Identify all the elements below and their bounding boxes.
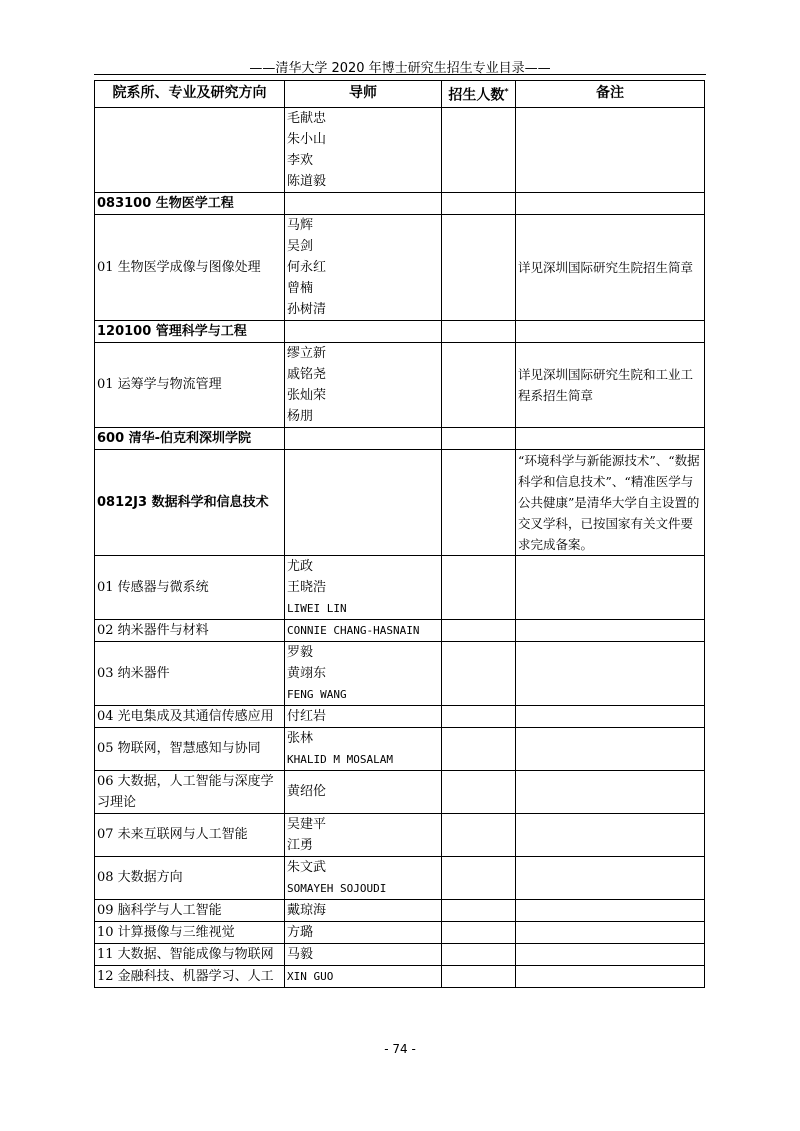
advisor-name: 黄翊东: [287, 665, 327, 681]
table-row: [95, 705, 705, 727]
count-cell: [442, 727, 516, 770]
direction-cell: 10 计算摄像与三维视觉: [95, 921, 285, 943]
table-row: [95, 921, 705, 943]
count-cell: [442, 856, 516, 899]
table-row: [95, 856, 705, 899]
direction-cell: 0812J3 数据科学和信息技术: [95, 449, 285, 555]
note-cell: [516, 899, 705, 921]
count-cell: [442, 705, 516, 727]
advisor-name: 张灿荣: [287, 387, 327, 403]
page-number: - 74 -: [384, 1042, 416, 1056]
count-cell: [442, 770, 516, 813]
advisor-name: LIWEI LIN: [287, 601, 347, 615]
note-cell: [516, 555, 705, 619]
table-row: [95, 214, 705, 320]
note-cell: 详见深圳国际研究生院招生简章: [516, 214, 705, 320]
advisor-name: 江勇: [287, 837, 314, 853]
advisor-cell: [285, 965, 442, 987]
advisor-cell: [285, 427, 442, 449]
count-cell: [442, 449, 516, 555]
column-header-advisor: 导师: [285, 81, 442, 108]
section-row: [95, 320, 705, 342]
column-header-direction: 院系所、专业及研究方向: [95, 81, 285, 108]
note-cell: [516, 727, 705, 770]
advisor-cell: [285, 214, 442, 320]
note-cell: [516, 943, 705, 965]
direction-cell: 120100 管理科学与工程: [95, 320, 285, 342]
table-row: [95, 727, 705, 770]
advisor-cell: [285, 813, 442, 856]
advisor-name: 马辉: [287, 217, 314, 233]
program-catalog-table: [94, 80, 705, 988]
advisor-name: CONNIE CHANG-HASNAIN: [287, 623, 420, 637]
advisor-cell: [285, 192, 442, 214]
note-cell: [516, 921, 705, 943]
advisor-name: 朱文武: [287, 859, 327, 875]
advisor-cell: [285, 727, 442, 770]
table-header-row: [95, 81, 705, 108]
direction-cell: 600 清华-伯克利深圳学院: [95, 427, 285, 449]
advisor-cell: [285, 449, 442, 555]
note-cell: [516, 192, 705, 214]
table-row: [95, 555, 705, 619]
direction-cell: 02 纳米器件与材料: [95, 619, 285, 641]
note-cell: “环境科学与新能源技术”、“数据科学和信息技术”、“精准医学与公共健康”是清华大学自主设置的交叉学科，已按国家有关文件要求完成备案。: [516, 449, 705, 555]
count-cell: [442, 342, 516, 427]
advisor-cell: [285, 899, 442, 921]
note-cell: [516, 427, 705, 449]
advisor-name: 朱小山: [287, 131, 327, 147]
table-row: [95, 107, 705, 192]
column-header-count: [442, 81, 516, 108]
note-cell: [516, 965, 705, 987]
section-row: [95, 427, 705, 449]
column-header-count-mark: *: [504, 87, 509, 96]
advisor-cell: [285, 320, 442, 342]
advisor-name: 戚铭尧: [287, 366, 327, 382]
column-header-count-label: 招生人数: [448, 87, 505, 104]
advisor-cell: [285, 856, 442, 899]
advisor-name: 曾楠: [287, 280, 314, 296]
table-row: [95, 641, 705, 705]
table-row: [95, 899, 705, 921]
note-cell: [516, 619, 705, 641]
note-cell: [516, 770, 705, 813]
count-cell: [442, 921, 516, 943]
note-cell: [516, 813, 705, 856]
advisor-cell: [285, 641, 442, 705]
advisor-name: 黄绍伦: [287, 784, 327, 800]
advisor-cell: [285, 770, 442, 813]
advisor-name: 张林: [287, 730, 314, 746]
count-cell: [442, 427, 516, 449]
direction-cell: 07 未来互联网与人工智能: [95, 813, 285, 856]
count-cell: [442, 555, 516, 619]
count-cell: [442, 813, 516, 856]
column-header-note: 备注: [516, 81, 705, 108]
advisor-name: 孙树清: [287, 301, 327, 317]
direction-cell: 04 光电集成及其通信传感应用: [95, 705, 285, 727]
direction-cell: 01 运筹学与物流管理: [95, 342, 285, 427]
advisor-name: 李欢: [287, 152, 314, 168]
direction-cell: 12 金融科技、机器学习、人工: [95, 965, 285, 987]
count-cell: [442, 899, 516, 921]
table-row: [95, 943, 705, 965]
note-cell: 详见深圳国际研究生院和工业工程系招生简章: [516, 342, 705, 427]
direction-cell: [95, 107, 285, 192]
document-header-title: ——清华大学 2020 年博士研究生招生专业目录——: [249, 61, 551, 76]
count-cell: [442, 619, 516, 641]
advisor-name: 缪立新: [287, 345, 327, 361]
count-cell: [442, 192, 516, 214]
advisor-name: 吴建平: [287, 816, 327, 832]
advisor-cell: [285, 619, 442, 641]
direction-cell: 11 大数据、智能成像与物联网: [95, 943, 285, 965]
count-cell: [442, 943, 516, 965]
note-cell: [516, 705, 705, 727]
direction-cell: 083100 生物医学工程: [95, 192, 285, 214]
advisor-name: FENG WANG: [287, 687, 347, 701]
direction-cell: 01 传感器与微系统: [95, 555, 285, 619]
table-row: [95, 770, 705, 813]
advisor-name: 马毅: [287, 946, 314, 962]
table-row: [95, 965, 705, 987]
note-cell: [516, 856, 705, 899]
advisor-cell: [285, 705, 442, 727]
table-row: [95, 619, 705, 641]
advisor-cell: [285, 342, 442, 427]
section-row: [95, 449, 705, 555]
direction-cell: 05 物联网，智慧感知与协同: [95, 727, 285, 770]
table-row: [95, 342, 705, 427]
count-cell: [442, 641, 516, 705]
count-cell: [442, 320, 516, 342]
advisor-name: 罗毅: [287, 644, 314, 660]
advisor-name: 毛献忠: [287, 110, 327, 126]
note-cell: [516, 641, 705, 705]
note-cell: [516, 107, 705, 192]
advisor-name: 方璐: [287, 924, 314, 940]
advisor-cell: [285, 555, 442, 619]
count-cell: [442, 965, 516, 987]
count-cell: [442, 214, 516, 320]
advisor-name: 陈道毅: [287, 173, 327, 189]
advisor-name: 吴剑: [287, 238, 314, 254]
advisor-name: XIN GUO: [287, 969, 334, 983]
advisor-name: 付红岩: [287, 708, 327, 724]
direction-cell: 09 脑科学与人工智能: [95, 899, 285, 921]
section-row: [95, 192, 705, 214]
advisor-name: 戴琼海: [287, 902, 327, 918]
advisor-name: 杨朋: [287, 408, 314, 424]
direction-cell: 08 大数据方向: [95, 856, 285, 899]
table-row: [95, 813, 705, 856]
advisor-cell: [285, 921, 442, 943]
advisor-cell: [285, 943, 442, 965]
advisor-cell: [285, 107, 442, 192]
note-cell: [516, 320, 705, 342]
advisor-name: 何永红: [287, 259, 327, 275]
table-body: [95, 107, 705, 987]
direction-cell: 01 生物医学成像与图像处理: [95, 214, 285, 320]
advisor-name: KHALID M MOSALAM: [287, 752, 393, 766]
advisor-name: 王晓浩: [287, 579, 327, 595]
advisor-name: 尤政: [287, 558, 314, 574]
count-cell: [442, 107, 516, 192]
advisor-name: SOMAYEH SOJOUDI: [287, 881, 387, 895]
header-rule: [94, 74, 706, 75]
direction-cell: 06 大数据，人工智能与深度学习理论: [95, 770, 285, 813]
direction-cell: 03 纳米器件: [95, 641, 285, 705]
